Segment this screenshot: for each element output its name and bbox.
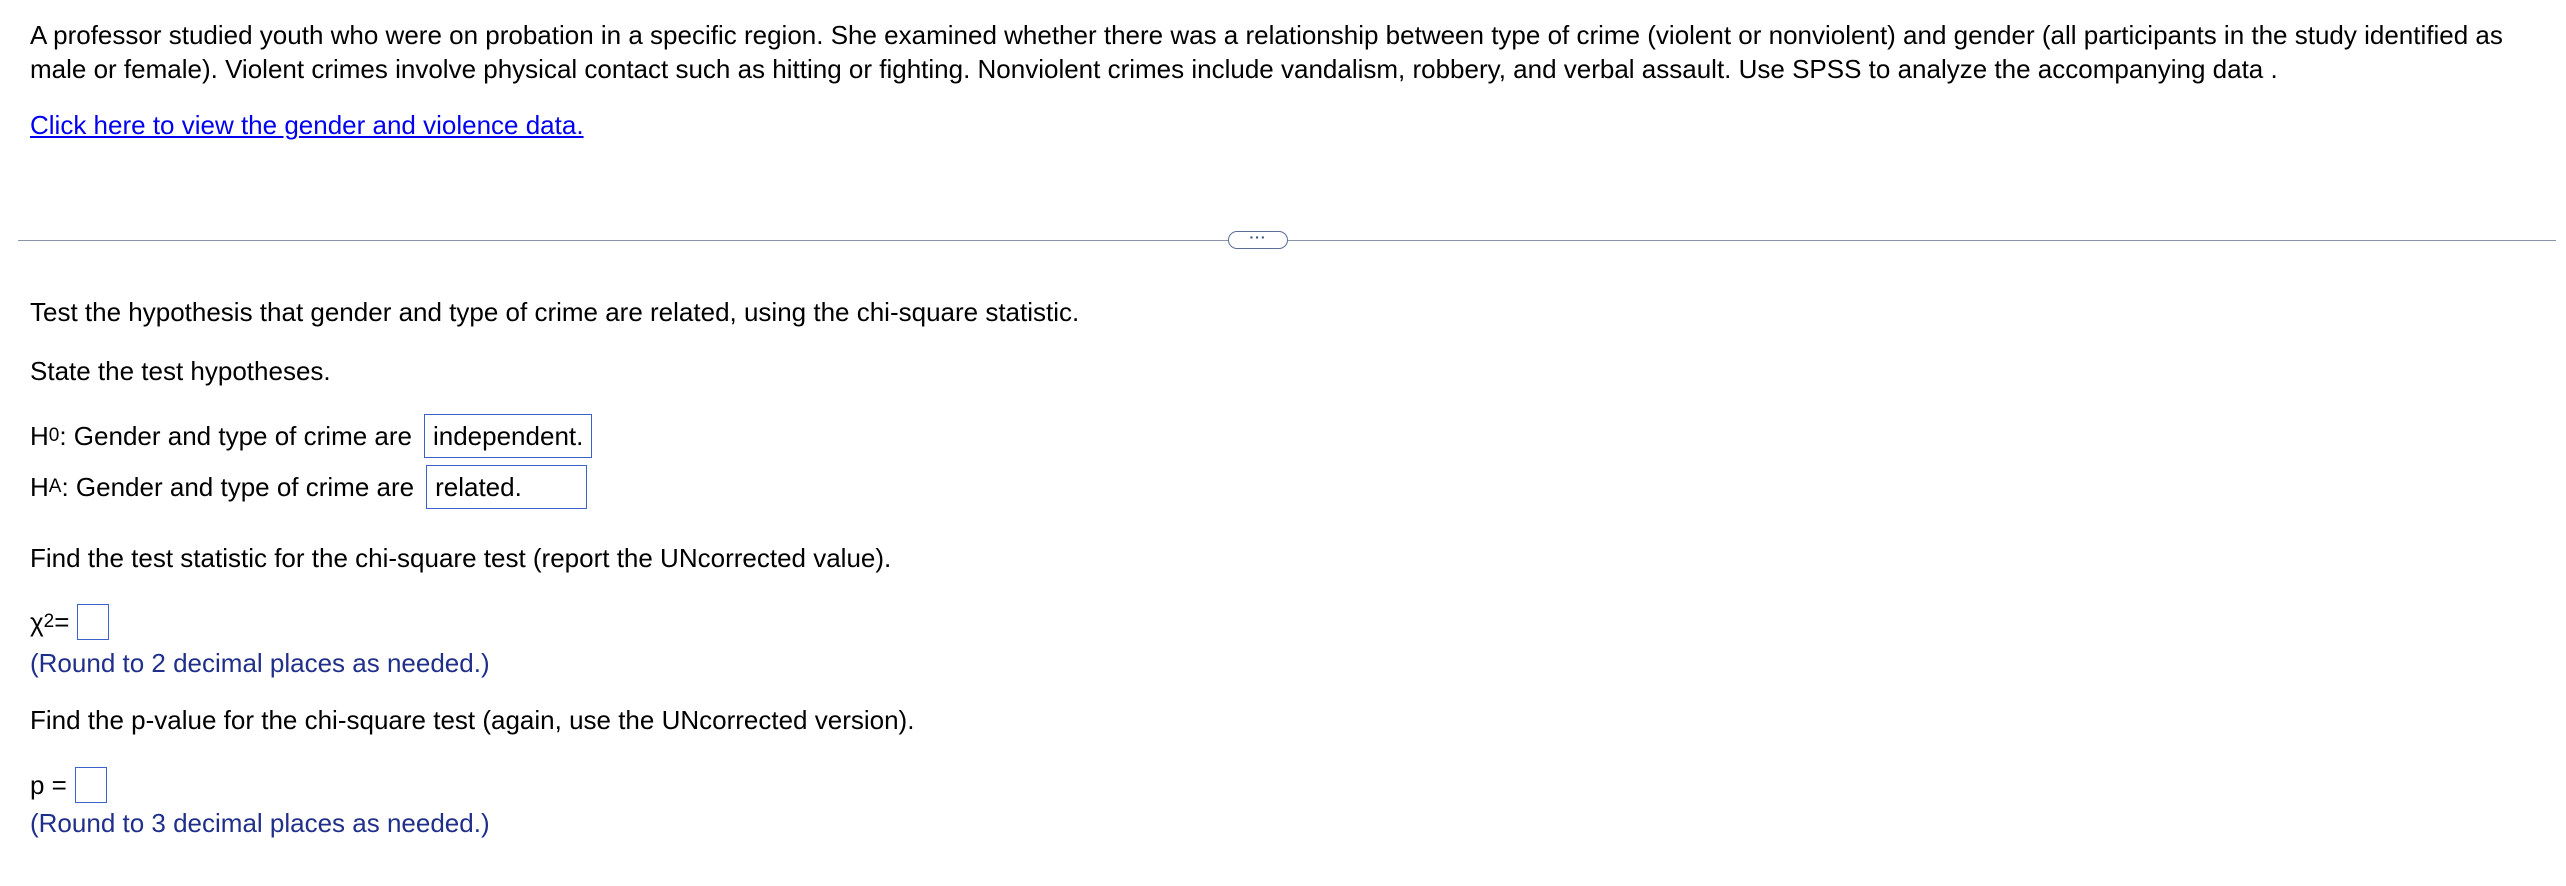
h0-text: : Gender and type of crime are	[59, 421, 412, 451]
chi-square-input[interactable]	[77, 604, 109, 640]
chi-equals: =	[54, 607, 70, 637]
h0-symbol: H	[30, 421, 49, 451]
chi-symbol: χ	[30, 607, 44, 637]
p-value-prompt: Find the p-value for the chi-square test (again, use the UNcorrected version).	[30, 705, 915, 735]
ellipsis-icon: ···	[1249, 229, 1267, 245]
alternative-hypothesis-row: H A : Gender and type of crime are related.	[30, 465, 587, 509]
p-value-hint: (Round to 3 decimal places as needed.)	[30, 808, 490, 838]
state-hypotheses-prompt: State the test hypotheses.	[30, 356, 331, 386]
ha-text: : Gender and type of crime are	[61, 472, 415, 502]
chi-square-row: χ 2 =	[30, 604, 109, 640]
ha-answer-dropdown[interactable]: related.	[426, 465, 587, 509]
hypothesis-prompt: Test the hypothesis that gender and type of crime are related, using the chi-square statistic.	[30, 297, 1080, 327]
null-hypothesis-row: H 0 : Gender and type of crime are independent.	[30, 414, 592, 458]
h0-answer-dropdown[interactable]: independent.	[424, 414, 592, 458]
chi-square-hint: (Round to 2 decimal places as needed.)	[30, 648, 490, 678]
view-data-link[interactable]: Click here to view the gender and violence data.	[30, 110, 584, 140]
chi-square-prompt: Find the test statistic for the chi-square test (report the UNcorrected value).	[30, 543, 892, 573]
ha-symbol: H	[30, 472, 49, 502]
problem-statement: A professor studied youth who were on probation in a specific region. She examined whether there was a relationship between type of crime (violent or nonviolent) and gender (all participants in the study identified as male or female). Violent crimes involve physical contact such as hitting or fighting. Nonviolent crimes include vandalism, robbery, and verbal assault. Use SPSS to analyze the accompanying data .	[30, 20, 2503, 84]
expand-button[interactable]	[1228, 231, 1288, 249]
p-label: p =	[30, 770, 67, 800]
p-value-row	[30, 767, 107, 803]
p-value-input[interactable]	[75, 767, 107, 803]
